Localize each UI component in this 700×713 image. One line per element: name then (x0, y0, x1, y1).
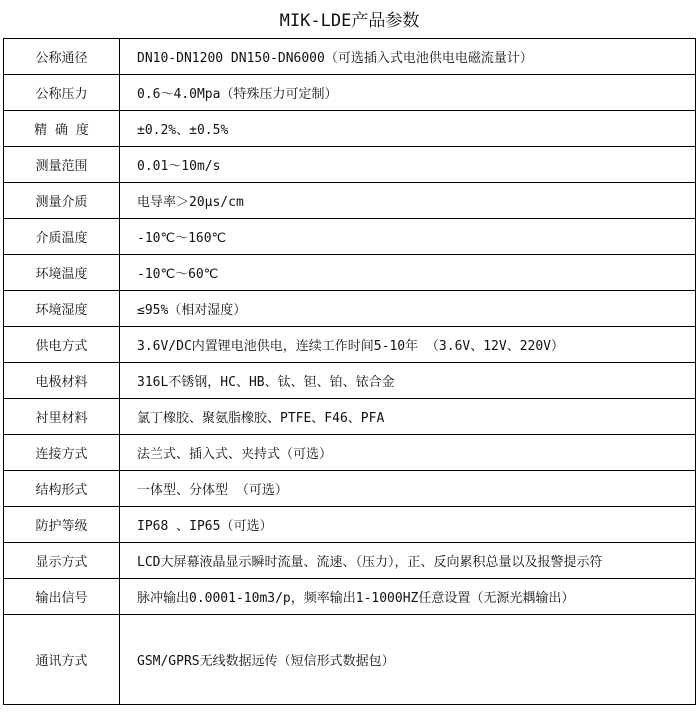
table-row (4, 507, 696, 543)
row-label: 供电方式 (4, 327, 120, 363)
row-label: 通讯方式 (4, 615, 120, 705)
row-value: 氯丁橡胶、聚氨脂橡胶、PTFE、F46、PFA (120, 399, 696, 435)
row-value: ±0.2%、±0.5% (120, 111, 696, 147)
page-title: MIK-LDE产品参数 (3, 4, 696, 39)
row-label: 测量介质 (4, 183, 120, 219)
row-value: IP68 、IP65（可选） (120, 507, 696, 543)
row-value: 法兰式、插入式、夹持式（可选） (120, 435, 696, 471)
table-row (4, 579, 696, 615)
row-value: ≤95%（相对湿度） (120, 291, 696, 327)
row-label: 环境湿度 (4, 291, 120, 327)
table-row (4, 39, 696, 75)
row-value: 0.01～10m/s (120, 147, 696, 183)
row-value: GSM/GPRS无线数据远传（短信形式数据包） (120, 615, 696, 705)
table-row (4, 255, 696, 291)
row-label: 介质温度 (4, 219, 120, 255)
table-row (4, 183, 696, 219)
row-label: 公称通径 (4, 39, 120, 75)
table-row (4, 615, 696, 705)
table-row (4, 399, 696, 435)
row-label: 环境温度 (4, 255, 120, 291)
table-row (4, 291, 696, 327)
row-label: 精 确 度 (4, 111, 120, 147)
table-row (4, 75, 696, 111)
table-row (4, 471, 696, 507)
row-value: LCD大屏幕液晶显示瞬时流量、流速、（压力），正、反向累积总量以及报警提示符 (120, 543, 696, 579)
row-label: 公称压力 (4, 75, 120, 111)
table-row (4, 543, 696, 579)
table-row (4, 327, 696, 363)
row-value: 电导率＞20μs/cm (120, 183, 696, 219)
row-label: 测量范围 (4, 147, 120, 183)
row-label: 电极材料 (4, 363, 120, 399)
row-value: 316L不锈钢，HC、HB、钛、钽、铂、铱合金 (120, 363, 696, 399)
table-row (4, 147, 696, 183)
row-value: 3.6V/DC内置锂电池供电，连续工作时间5-10年 （3.6V、12V、220V） (120, 327, 696, 363)
row-label: 结构形式 (4, 471, 120, 507)
row-value: DN10-DN1200 DN150-DN6000（可选插入式电池供电电磁流量计） (120, 39, 696, 75)
product-spec-sheet (3, 4, 696, 705)
row-value: 脉冲输出0.0001-10m3/p，频率输出1-1000HZ任意设置（无源光耦输出） (120, 579, 696, 615)
row-label: 连接方式 (4, 435, 120, 471)
table-row (4, 435, 696, 471)
table-row (4, 363, 696, 399)
row-label: 衬里材料 (4, 399, 120, 435)
row-value: -10℃～160℃ (120, 219, 696, 255)
row-label: 显示方式 (4, 543, 120, 579)
row-value: 0.6～4.0Mpa（特殊压力可定制） (120, 75, 696, 111)
row-value: -10℃～60℃ (120, 255, 696, 291)
spec-table (3, 39, 696, 705)
row-label: 输出信号 (4, 579, 120, 615)
table-row (4, 219, 696, 255)
table-row (4, 111, 696, 147)
row-value: 一体型、分体型 （可选） (120, 471, 696, 507)
row-label: 防护等级 (4, 507, 120, 543)
